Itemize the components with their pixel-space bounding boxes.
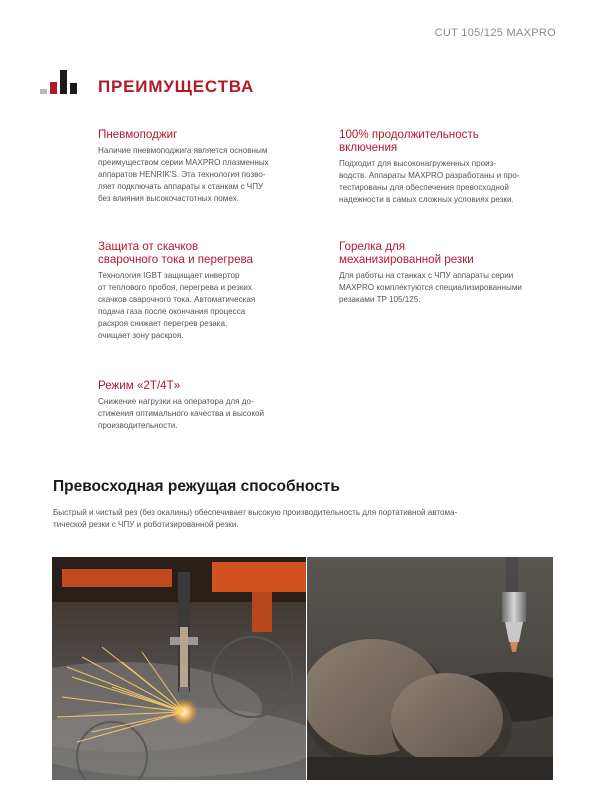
feature-title: Пневмоподжиг	[98, 128, 178, 141]
brand-logo-icon	[40, 70, 80, 94]
plasma-cutting-sparks-photo	[52, 557, 306, 780]
feature-surge-protection	[98, 240, 313, 342]
cut-metal-discs-photo	[307, 557, 553, 780]
feature-title: Горелка для механизированной резки	[339, 240, 474, 266]
feature-text: Наличие пневмоподжига является основным преимуществом серии MAXPRO плазменных аппаратов HENRIK'S. Эта технология позво- ляет подключать аппараты к станкам с ЧПУ без влияния высокочастотных помех.	[98, 146, 269, 203]
feature-title: Защита от скачков сварочного тока и перегрева	[98, 240, 253, 266]
feature-text: Технология IGBT защищает инвертор от теплового пробоя, перегрева и резких скачков сварочного тока. Автоматическая подача газа после окончания процесса раскроя снижает перегрев резака, очищает зону раскроя.	[98, 271, 256, 340]
cutting-description: Быстрый и чистый рез (без окалины) обеспечивает высокую производительность для портативной автома- тической резки с ЧПУ и роботизированной резки.	[53, 508, 458, 529]
feature-title: 100% продолжительность включения	[339, 128, 479, 154]
feature-duty-cycle	[339, 128, 554, 206]
feature-pneumatic-ignition	[98, 128, 313, 205]
section-title: ПРЕИМУЩЕСТВА	[98, 77, 255, 96]
header-model-label: CUT 105/125 MAXPRO	[434, 27, 556, 39]
feature-2t4t-mode	[98, 379, 313, 432]
feature-machine-torch	[339, 240, 554, 306]
feature-title: Режим «2T/4T»	[98, 379, 181, 392]
feature-text: Подходит для высоконагруженных произ- водств. Аппараты MAXPRO разработаны и про- тестированы для обеспечения превосходной надежности в самых сложных условиях резки.	[339, 159, 520, 204]
feature-text: Для работы на станках с ЧПУ аппараты серии MAXPRO комплектуются специализированными резаками TP 105/125.	[339, 271, 522, 304]
cutting-section-title: Превосходная режущая способность	[53, 478, 340, 495]
feature-text: Снижение нагрузки на оператора для до- стижения оптимального качества и высокой производительности.	[98, 397, 265, 430]
